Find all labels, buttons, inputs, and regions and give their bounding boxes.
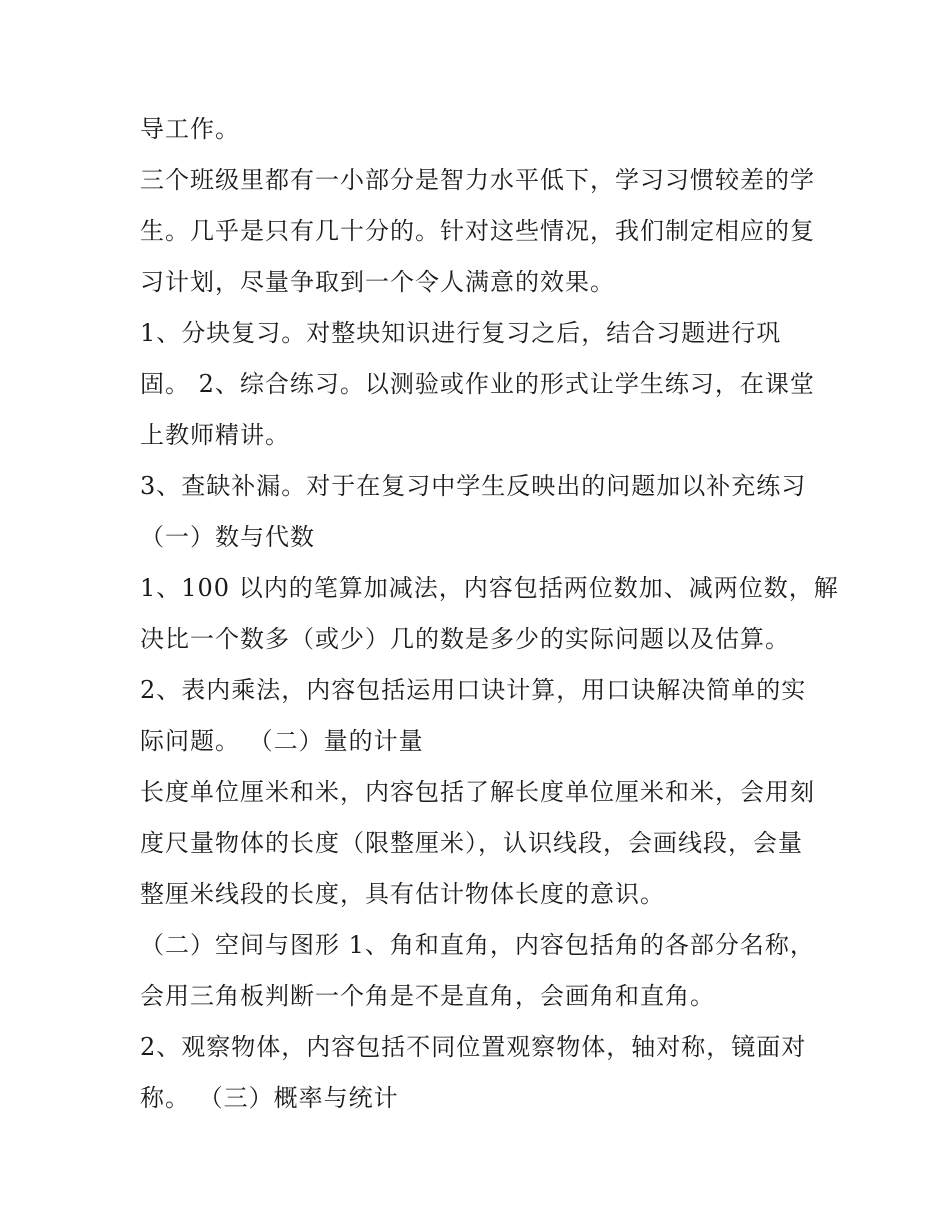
text-line: 称。 （三）概率与统计 xyxy=(140,1084,399,1112)
text-line: 上教师精讲。 xyxy=(140,421,290,449)
text-line: 3、查缺补漏。对于在复习中学生反映出的问题加以补充练习 xyxy=(140,472,807,500)
text-line: 会用三角板判断一个角是不是直角，会画角和直角。 xyxy=(140,982,715,1010)
text-line: （二）空间与图形 1、角和直角，内容包括角的各部分名称， xyxy=(140,931,815,959)
text-line: 际问题。 （二）量的计量 xyxy=(140,727,424,755)
text-line: 1、100 以内的笔算加减法，内容包括两位数加、减两位数，解 xyxy=(140,574,839,602)
text-line: 决比一个数多（或少）几的数是多少的实际问题以及估算。 xyxy=(140,625,790,653)
text-line: 2、观察物体，内容包括不同位置观察物体，轴对称，镜面对 xyxy=(140,1033,807,1061)
text-line: 1、分块复习。对整块知识进行复习之后，结合习题进行巩 xyxy=(140,319,782,347)
text-line: 习计划，尽量争取到一个令人满意的效果。 xyxy=(140,268,615,296)
text-line: 整厘米线段的长度，具有估计物体长度的意识。 xyxy=(140,880,665,908)
text-line: 长度单位厘米和米，内容包括了解长度单位厘米和米，会用刻 xyxy=(140,778,815,806)
text-line: 生。几乎是只有几十分的。针对这些情况，我们制定相应的复 xyxy=(140,217,815,245)
section-heading: （一）数与代数 xyxy=(140,523,315,551)
text-line: 2、表内乘法，内容包括运用口诀计算，用口诀解决简单的实 xyxy=(140,676,807,704)
text-line: 三个班级里都有一小部分是智力水平低下，学习习惯较差的学 xyxy=(140,166,815,194)
text-line: 固。 2、综合练习。以测验或作业的形式让学生练习，在课堂 xyxy=(140,370,815,398)
text-line: 度尺量物体的长度（限整厘米），认识线段，会画线段，会量 xyxy=(140,829,803,857)
document-body xyxy=(140,104,839,1124)
text-line: 导工作。 xyxy=(140,115,240,143)
